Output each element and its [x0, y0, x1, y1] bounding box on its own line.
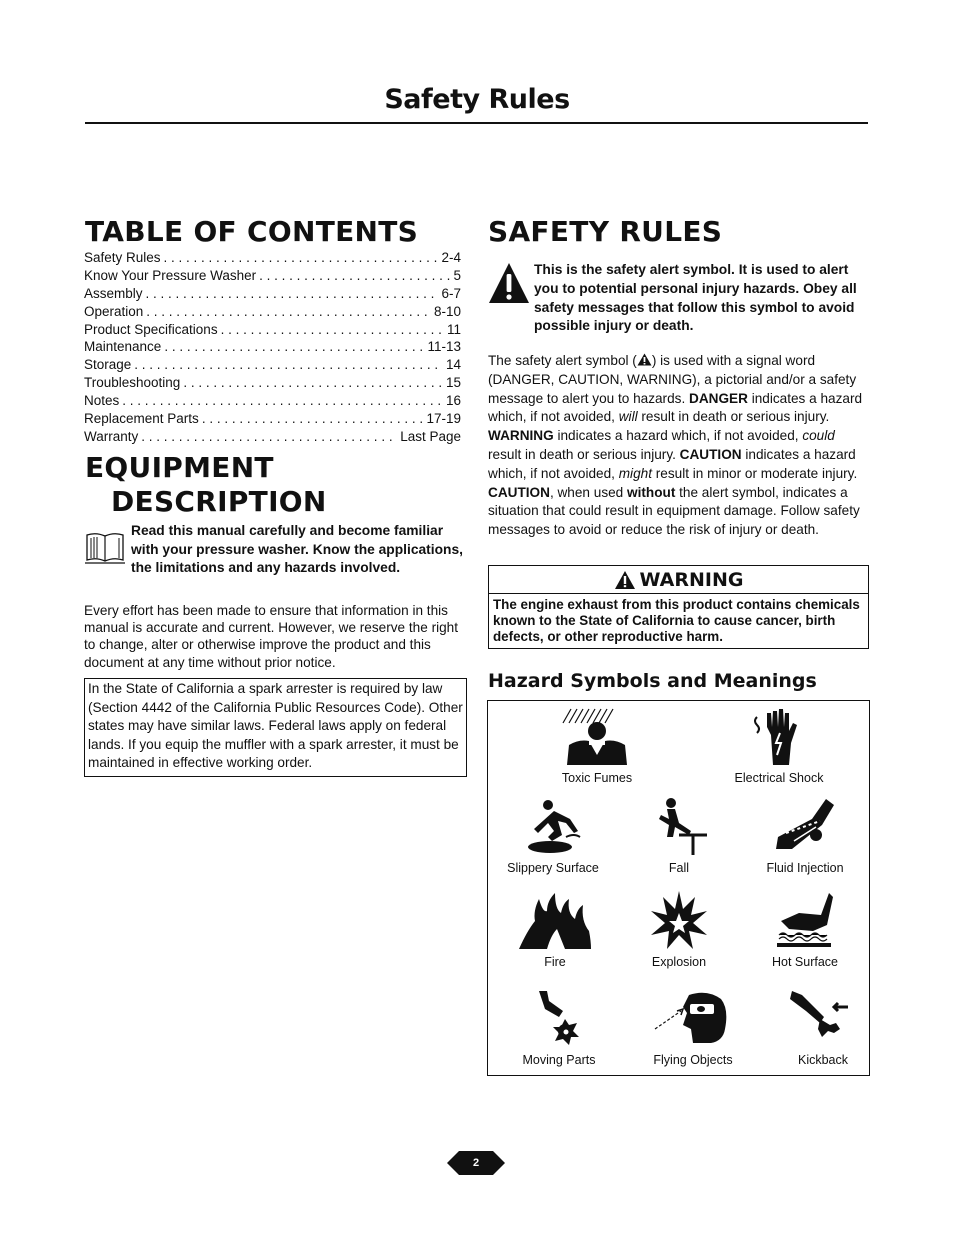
safety-text: the alert symbol, indicates a situation that could result in equipment damage. Follow safety messages to avoid or reduce the risk of injury or death.: [488, 484, 860, 538]
safety-text: result in death or serious injury.: [637, 409, 830, 425]
toc-item-label: Know Your Pressure Washer: [84, 267, 257, 283]
toc-item-label: Notes: [84, 393, 120, 409]
hazard-label: Fire: [544, 955, 566, 969]
toxic-fumes-icon: [559, 705, 635, 765]
toc-item-label: Product Specifications: [84, 321, 218, 337]
page-number: 2: [472, 1157, 480, 1169]
equipment-body: Every effort has been made to ensure that information in this manual is accurate and current. However, we reserve the right to change, alter or otherwise improve the product and this document at any time without prior notice.: [84, 603, 459, 670]
toc-item-page: 6-7: [441, 285, 461, 301]
hazard-label: Flying Objects: [653, 1053, 733, 1067]
safety-text: indicates a hazard which, if not avoided,: [488, 446, 856, 481]
hazard-label: Fluid Injection: [766, 861, 844, 875]
toc-item: [84, 250, 461, 268]
hazard-fluid-injection: [740, 797, 870, 875]
hazard-label: Slippery Surface: [507, 861, 599, 875]
toc-leader-dots: [259, 268, 450, 283]
toc-item-page: 8-10: [433, 303, 461, 319]
toc-title: TABLE OF CONTENTS: [85, 215, 419, 248]
toc-leader-dots: [146, 286, 439, 301]
toc-leader-dots: [202, 411, 424, 426]
toc-item: [84, 268, 461, 286]
toc-item-label: Maintenance: [84, 339, 162, 355]
warning-word: WARNING: [488, 428, 554, 444]
toc-item: [84, 393, 461, 411]
toc-item-page: 16: [445, 393, 461, 409]
hazard-label: Fall: [668, 861, 690, 875]
book-icon: [84, 530, 126, 566]
table-of-contents: [84, 250, 461, 447]
hazard-fall: [614, 797, 744, 875]
toc-leader-dots: [122, 393, 443, 408]
safety-text: , when used: [549, 484, 628, 500]
safety-text: result in death or serious injury.: [488, 446, 680, 462]
hazard-label: Moving Parts: [522, 1053, 596, 1067]
warning-box: [488, 565, 869, 649]
hazard-label: Electrical Shock: [734, 771, 824, 785]
slippery-surface-icon: [518, 797, 588, 855]
toc-leader-dots: [134, 357, 443, 372]
fluid-injection-icon: [772, 797, 838, 855]
toc-item-page: 2-4: [441, 250, 461, 265]
toc-leader-dots: [164, 339, 424, 354]
hazard-electrical-shock: [714, 705, 844, 785]
safety-body: [488, 352, 866, 540]
hazard-symbols-grid: [487, 700, 870, 1076]
safety-text: indicates a hazard which, if not avoided,: [488, 390, 863, 425]
fall-icon: [649, 797, 709, 855]
equipment-notice: Read this manual carefully and become familiar with your pressure washer. Know the applications, the limitations and any hazards involved.: [131, 523, 463, 576]
toc-item-label: Operation: [84, 303, 144, 319]
page-title: Safety Rules: [384, 84, 570, 115]
hazard-hot-surface: [740, 891, 870, 969]
hot-surface-icon: [775, 891, 835, 949]
safety-text: The safety alert symbol (: [488, 353, 637, 368]
safety-text: ) is used with a signal word (DANGER, CAUTION, WARNING), a pictorial and/or a safety message to alert you to hazards.: [488, 353, 857, 406]
danger-word: DANGER: [689, 390, 748, 406]
emphasis-without: without: [627, 484, 676, 500]
hazard-slippery-surface: [488, 797, 618, 875]
hazard-label: Kickback: [797, 1053, 849, 1067]
moving-parts-icon: [529, 989, 589, 1047]
flying-objects-icon: [653, 989, 733, 1047]
hazard-fire: [490, 891, 620, 969]
toc-item-page: 5: [453, 267, 461, 283]
toc-item-label: Warranty: [84, 428, 139, 444]
equipment-title-line2: DESCRIPTION: [111, 485, 327, 518]
emphasis-might: might: [618, 465, 652, 481]
toc-item-label: Storage: [84, 357, 132, 373]
equipment-title: [85, 451, 327, 519]
toc-item-label: Safety Rules: [84, 250, 161, 265]
toc-item: [84, 429, 461, 447]
hazard-toxic-fumes: [532, 705, 662, 785]
warning-header: [489, 566, 868, 594]
toc-item: [84, 375, 461, 393]
toc-item-page: 15: [445, 375, 461, 391]
hazard-label: Toxic Fumes: [561, 771, 633, 785]
toc-item-page: 14: [445, 357, 461, 373]
toc-item-label: Troubleshooting: [84, 375, 181, 391]
hazard-kickback: [758, 989, 888, 1067]
toc-item: [84, 286, 461, 304]
inline-alert-icon: [637, 353, 652, 366]
emphasis-will: will: [618, 409, 638, 425]
safety-alert-notice: This is the safety alert symbol. It is used to alert you to potential personal injury hazards. Obey all safety messages that follow this symbol to avoid possible injury or death.: [534, 262, 857, 334]
toc-item-page: 17-19: [426, 411, 461, 427]
toc-item-page: 11: [446, 321, 461, 337]
fire-icon: [517, 891, 593, 949]
toc-leader-dots: [164, 250, 439, 265]
equipment-title-line1: EQUIPMENT: [85, 451, 274, 484]
hazard-symbols-title: Hazard Symbols and Meanings: [488, 670, 817, 692]
caution-word: CAUTION: [679, 446, 742, 462]
toc-item-page: Last Page: [400, 428, 461, 444]
emphasis-could: could: [802, 428, 835, 444]
header-rule: [85, 122, 868, 124]
explosion-icon: [649, 891, 709, 949]
warning-text: The engine exhaust from this product contains chemicals known to the State of California to cause cancer, birth defects, or other reproductive harm.: [493, 597, 860, 644]
hazard-label: Explosion: [651, 955, 707, 969]
safety-alert-icon: [488, 262, 530, 304]
toc-item-page: 11-13: [427, 339, 461, 355]
toc-leader-dots: [221, 322, 444, 337]
toc-item: [84, 304, 461, 322]
toc-leader-dots: [146, 304, 431, 319]
caution-word: CAUTION: [488, 484, 550, 500]
toc-item: [84, 411, 461, 429]
safety-text: indicates a hazard which, if not avoided,: [553, 428, 803, 444]
toc-item: [84, 322, 461, 340]
toc-leader-dots: [183, 375, 443, 390]
toc-leader-dots: [141, 429, 397, 444]
hazard-moving-parts: [494, 989, 624, 1067]
toc-item: [84, 357, 461, 375]
hazard-label: Hot Surface: [771, 955, 838, 969]
safety-rules-title: SAFETY RULES: [488, 215, 723, 248]
kickback-icon: [788, 989, 858, 1047]
electrical-shock-icon: [749, 705, 809, 765]
hazard-flying-objects: [628, 989, 758, 1067]
california-spark-arrester-box: In the State of California a spark arrester is required by law (Section 4442 of the California Public Resources Code). Other states may have similar laws. Federal laws apply on federal lands. If you equip the muffler with a spark arrester, it must be maintained in effective working order.: [84, 678, 467, 777]
toc-item: [84, 339, 461, 357]
hazard-explosion: [614, 891, 744, 969]
toc-item-label: Replacement Parts: [84, 411, 199, 427]
toc-item-label: Assembly: [84, 285, 143, 301]
warning-label: WARNING: [639, 568, 744, 591]
warning-alert-icon: [614, 570, 636, 590]
safety-text: result in minor or moderate injury.: [651, 465, 858, 481]
